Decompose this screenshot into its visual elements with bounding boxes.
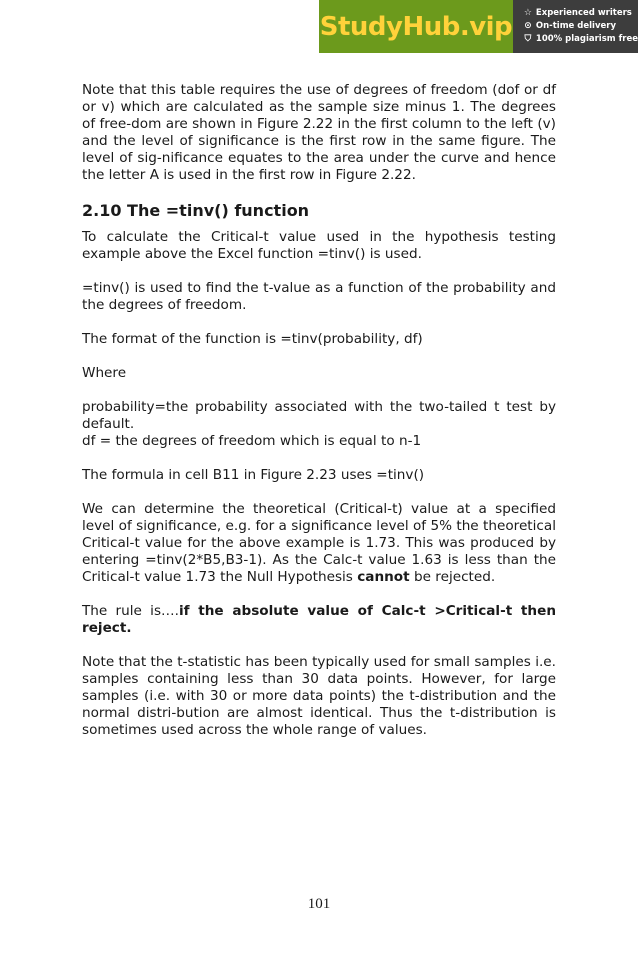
definition-df: df = the degrees of freedom which is equal to n-1 xyxy=(82,433,422,449)
shield-icon: ⛉ xyxy=(524,34,532,44)
star-icon: ☆ xyxy=(523,8,532,18)
banner-feature-text: On-time delivery xyxy=(535,21,616,31)
rule-prefix: The rule is…. xyxy=(82,603,179,619)
paragraph: The formula in cell B11 in Figure 2.23 uses =tinv() xyxy=(82,467,425,483)
paragraph-text: We can determine the theoretical (Critical-t) value at a specified level of significance, e.g. for a significance level of 5% the theoretical Critical-t value for the above example is 1.73. This was produced by entering =tinv(2*B5,B3-1). As the Calc-t value 1.63 is less than the Critical-t value 1.73 the Null Hypothesis xyxy=(82,501,556,585)
paragraph xyxy=(82,501,556,586)
where-label: Where xyxy=(82,365,127,381)
definition-probability: probability=the probability associated with the two-tailed t test by default. xyxy=(82,399,556,432)
promo-banner[interactable] xyxy=(319,0,638,53)
page-number: 101 xyxy=(307,896,331,912)
emphasis-text: cannot xyxy=(357,569,410,585)
rule-statement: if the absolute value of Calc-t >Critical-t then reject. xyxy=(82,603,556,636)
paragraph: Note that this table requires the use of degrees of freedom (dof or df or v) which are calculated as the sample size minus 1. The degrees of free-dom are shown in Figure 2.22 in the first column to the left (v) and the level of significance is the first row in the same figure. The level of sig-nificance equates to the area under the curve and hence the letter A is used in the first row in Figure 2.22. xyxy=(82,82,556,183)
clock-icon: ⊙ xyxy=(524,21,532,31)
banner-feature-list xyxy=(513,0,638,53)
banner-feature xyxy=(523,7,638,20)
studyhub-logo[interactable]: StudyHub.vip xyxy=(319,0,513,53)
section-heading: 2.10 The =tinv() function xyxy=(82,201,310,220)
banner-feature-text: 100% plagiarism free xyxy=(535,34,638,44)
paragraph-text: be rejected. xyxy=(409,569,496,585)
paragraph: Note that the t-statistic has been typically used for small samples i.e. samples containing less than 30 data points. However, for large samples (i.e. with 30 or more data points) the t-distribution and the normal distri-bution are almost identical. Thus the t-distribution is sometimes used across the whole range of values. xyxy=(82,654,556,738)
banner-feature xyxy=(523,33,638,46)
document-body xyxy=(82,82,556,756)
format-line: The format of the function is =tinv(probability, df) xyxy=(82,331,423,347)
paragraph: To calculate the Critical-t value used in the hypothesis testing example above the Excel function =tinv() is used. xyxy=(82,229,556,262)
banner-feature-text: Experienced writers xyxy=(535,8,632,18)
banner-feature xyxy=(523,20,638,33)
rule-line xyxy=(82,603,556,637)
paragraph: =tinv() is used to find the t-value as a function of the probability and the degrees of freedom. xyxy=(82,280,556,313)
